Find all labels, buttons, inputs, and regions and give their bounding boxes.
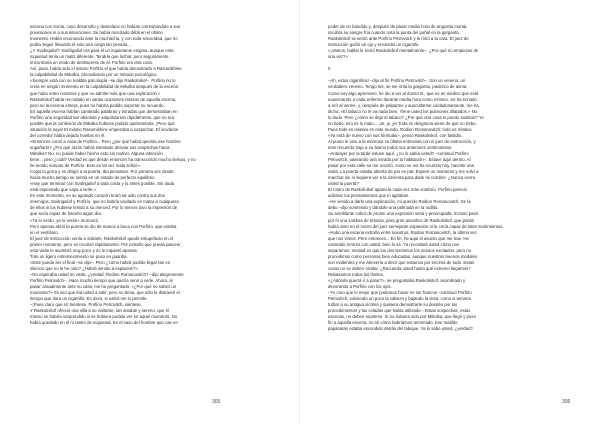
right-page (300, 0, 600, 424)
left-page-text: escena con Sonia, cuyo desarrollo y desenlace no habían correspondido a sus previsiones ni a sus intenciones. Se había mostrado débil en el último momento. Había reconocido ante la muchacha, y con toda sinceridad, que no podía seguir llevando él solo una carga tan pesada... ¿Y Svidrigailof? Svidrigailof era para él un inquietante enigma, aunque esta inquietud tenía un matiz diferente. Tendría que luchar, pero seguramente encontraría un modo de deshacerse de él. Porfirio era otra cosa. Así, pues, había sido el mismo Porfirio el que había demostrado a Rasumikhine la culpabilidad de Mikolka, procediendo por un método psicológico. «Siempre está con su maldita psicología –se dijo Raskolnikof–. Porfirio no lo creía en ningún momento en la culpabilidad de Mikolka después de la escena que hubo entre nosotros y que no admite más que una explicación.» Raskolnikof había recordado en varias ocasiones retazos de aquella escena, pero no la escena entera, pues no habría podido soportar su recuerdo. En aquella escena habían cambiado palabras y miradas que demostraban en Porfirio una seguridad tan absoluta y adquirida tan rápidamente, que no era posible que la confesión de Mikolka hubiese podido quebrantarla. ¡Pero qué situación la suya! El mismo Rasumikhine empezaba a sospechar. El incidente del corredor había dejado huellas en él. «Entonces corrió a casa de Porfirio... Pero ¿por qué habrá querido ese hombre engañarlo? ¿Por qué razón habrá intentado desviar sus sospechas hacia Mikolka? No, no puede haber hecho esto sin motivo. Alguna intención tiene... pero ¿cuál? Verdad es que desde entonces ha transcurrido mucho tiempo, y no he tenido noticias de Porfirio. Esto es tal vez mala señal.» Cogió la gorra y se dirigió a la puerta. Iba pensativo. Por primera vez desde hacía mucho tiempo se sentía en un estado de perfecto equilibrio. «Hay que terminar con Svidrigailof a toda costa y lo antes posible. Sin duda está esperando que vaya a verle.» En este momento, en su agotado corazón brotó tal odio contra sus dos enemigos, Svidrigailof y Porfirio, que no habría vacilado en matar a cualquiera de ellos si los hubiese tenido a su merced. Por lo menos tuvo la impresión de que sería capaz de hacerlo algún día. «Ya lo verán, ya lo verán» murmuró. Pero apenas abrió la puerta se dio de manos a boca con Porfirio, que estaba en el vestíbulo. El juez de instrucción venía a visitarle. Raskolnikof quedó estupefacto en el primer momento, pero se recobró rápidamente. Por extraño que pueda parecer, esta visita le asombró muy poco y no le inquietó apenas. Tras un ligero estremecimiento se puso en guardia. «Este puede ser el final –se dijo–. Pero ¿cómo habrá podido llegar tan en silencio que no le he oído? ¿Habrá venido a espiarme?» –No esperaba usted mi visita, ¿verdad, Rodion Romanovitch? –dijo alegremente Porfirio Petrovitch–. Hace mucho tiempo que quería venir a verle. Ahora, al pasar casualmente ante su casa, me he preguntado: «¿Por qué no subes un momento?» Ya veo que iba usted a salir; pero no tema, que sólo le distraeré el tiempo que dura un cigarrillo. En decir, si usted me lo permite. –¡Pues claro que sí! Siéntese, Porfirio Petrovitch, siéntese. Y Raskolnikof ofreció una silla a su visitante, tan amable y sereno, que él mismo se habría sorprendido si se hubiera podido ver en aquel momento. No había quedado en él ni rastro de inquietud. Es el caso del hombre que cae en (30, 24, 196, 326)
left-page-text-block (30, 24, 276, 390)
right-page-number: 306 (562, 399, 571, 405)
right-page-text-block (328, 24, 574, 390)
left-page-number: 305 (212, 399, 221, 405)
right-page-text: poder de un bandido y, después de pasar media hora de angustia mortal, recobra su sangre fría cuando nota la punta del puñal en la garganta. Raskolnikof se sentó ante Porfirio Petrovitch y le miró a la cara. El juez de instrucción guiñó un ojo y encendió un cigarrillo. «¡Vamos, habla! le incitó Raskolnikof mentalmente–. ¿Por qué no empiezas de una vez?» II –Ah, estos cigarrillos! –dijo al fin Porfirio Petrovitch–. Son un veneno, un verdadero veneno. Tengo tos, se me irrita la garganta, padezco de asma. Como soy algo aprensivo, he ido a ver al doctor B., que es un médico que está examinando a cada enfermo durante media hora como mínimo. Se ha echado a reír al verme, y, después de palparme y auscultarme cuidadosamente, me ha dicho: «El tabaco no le va nada bien. Tiene usted los pulmones dilatados.» No lo dudo. Pero ¿cómo se deja el tabaco? ¿Por qué otra cosa lo puedo sustituir? Yo no bebo: eso es lo malo... ¡Je, je, je! Toda mi desgracia viene de que no bebo. Pues todo es relativo en este mundo, Rodion Romanovitch; todo es relativo. «Ya está de nuevo con sus fórmulas», pensó Raskolnikof, con fastidio. Al punto le vino a la memoria su última entrevista con el juez de instrucción, y este recuerdo trajo a su ánimo todos sus anteriores sentimientos. –Anteayer por la tarde estuve aquí, ¿no lo sabía usted? –continuó Porfirio Petrovitch, paseando una mirada por la habitación–. Estuve aquí dentro. Al pasar por esta calle se me ocurrió, como se me ha ocurrido hoy, hacerle una visita. La puerta estaba abierta de par en par. Esperé un momento y me volví a marchar sin ni siquiera ver a la sirvienta para darle mi nombre. ¿Nunca cierra usted la puerta? El rostro de Raskolnikof aparecía cada vez más sombrío. Porfirio pareció adivinar los pensamientos que lo agitaban. –He venido a darle una explicación, mi querido Rodion Romanovitch. Se la debo –dijo sonriendo y dándole una palmada en la rodilla. Su semblante cobró de pronto una expresión seria y preocupada. Incluso pasó por él una sombra de tristeza, para gran asombro de Raskolnikof, que jamás había visto en el rostro del juez semejante expresión ni le creía capaz de tales sentimientos. –Hubo una escena extraña entre nosotros, Rodion Romanovitch, la última vez que nos vimos. Pero entonces... En fin, he aquí el asunto que me trae. He cometido errores con usted, bien lo sé. Ya recordará usted cómo nos separamos. Verdad es que los dos teníamos los nervios excitados, pero no procedimos como personas bien educadas, aunque nuestros buenos modales son evidentes y me atrevería a decir que estamos por encima de todo. Estas cosas no se deben olvidar. ¿Recuerda usted hasta qué extremo llegamos? Rebasamos todos los límites. «¿Adónde querrá ir a parar?», se preguntaba Raskolnikof, asombrado y devorando a Porfirio con los ojos. –Yo creo que lo mejor que podemos hacer es ser francos –continuó Porfirio Petrovitch, volviendo un poco la cabeza y bajando la vista, como si temiera turbar a su antigua víctima y quisiera demostrarle su desdén por los procedimientos y las celadas que había utilizado–. Estas sospechas, estas escenas, no deben repetirse. Si no hubiera sido por Mikolka, que llegó y puso fin a aquella escena, no sé cómo habríamos terminado. Ese maldito papanatas estaba escondido detrás del tabique. Ya lo sabe usted, ¿verdad? (328, 24, 504, 332)
